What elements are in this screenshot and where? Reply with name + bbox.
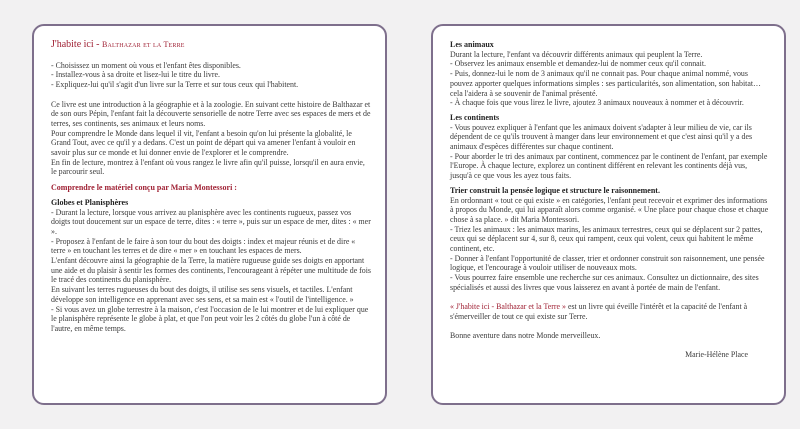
book-title-prefix: J'habite ici - bbox=[51, 39, 102, 50]
globes-heading: Globes et Planisphères bbox=[51, 197, 129, 207]
description-paragraph: En fin de lecture, montrez à l'enfant où vous rangez le livre afin qu'il puisse, lorsqu'il en aura envie, le parcourir seul. bbox=[51, 157, 365, 177]
closing-paragraph bbox=[450, 302, 770, 321]
continents-paragraph: - Vous pouvez expliquer à l'enfant que les animaux doivent s'adapter à leur milieu de vie, car ils dépendent de ce qu'ils trouvent à manger dans leur environnement et que c'est ainsi qu'il y a des animaux d'espèces différentes sur chaque continent. bbox=[450, 122, 753, 152]
sort-paragraph: - Donner à l'enfant l'opportunité de classer, trier et ordonner construit son raisonnement, une pensée logique, et l'encourage à vouloir utiliser de nouveaux mots. bbox=[450, 253, 765, 273]
globes-paragraph: En suivant les terres rugueuses du bout des doigts, il utilise ses sens visuels, et tactiles. L'enfant développe son intelligence en apprenant avec ses sens, et sa main est « l'outil de l'intelligence. » bbox=[51, 285, 354, 304]
animals-paragraph: Durant la lecture, l'enfant va découvrir différents animaux qui peuplent la Terre. bbox=[450, 49, 703, 59]
book-title-rest: Balthazar et la Terre bbox=[101, 40, 185, 49]
globes-paragraph: L'enfant découvre ainsi la géographie de la Terre, la matière rugueuse guide ses doigts en apportant une aide et du plaisir à sentir les formes des continents, l'encourageant à répéter une multitude de fois le tracé des continents du planisphère. bbox=[51, 256, 372, 285]
continents-heading: Les continents bbox=[450, 112, 500, 122]
book-title bbox=[51, 40, 371, 50]
sort-paragraph: En ordonnant « tout ce qui existe » en catégories, l'enfant peut recevoir et exprimer des informations à propos du Monde, qui lui apparaît alors comme organisé. « Une place pour chaque chose et chaque chose à sa place. » dit Maria Montessori. bbox=[450, 195, 769, 224]
globes-paragraph: - Durant la lecture, lorsque vous arrivez au planisphère avec les continents rugueux, passez vos doigts tout doucement sur un espace de terre, dites : « terre », puis sur un espace de mer, dites : « mer ». bbox=[51, 207, 371, 236]
sort-paragraph: - Triez les animaux : les animaux marins, les animaux terrestres, ceux qui se déplacent sur 2 pattes, ceux qui se déplacent sur 4, sur 8, ceux qui rampent, ceux qui volent, ceux qui habitent le même continent, etc. bbox=[450, 224, 763, 254]
animals-paragraph: - Puis, donnez-lui le nom de 3 animaux qu'il ne connait pas. Pour chaque animal nommé, vous pouvez apporter quelques informations simples : ses particularités, son alimentation, son habitat… cela l'aidera à se souvenir de l'animal présenté. bbox=[450, 69, 761, 98]
sort-paragraph: - Vous pourrez faire ensemble une recherche sur ces animaux. Consultez un dictionnaire, des sites spécialisés et aussi des livres que vous laisserez en avant à portée de main de l'enfant. bbox=[450, 273, 759, 292]
left-page bbox=[32, 24, 387, 405]
right-page bbox=[431, 24, 786, 405]
author-signature: Marie-Hélène Place bbox=[685, 350, 748, 360]
closing-text: est un livre qui éveille l'intérêt et la capacité de l'enfant à s'émerveiller de tout ce qui existe sur Terre. bbox=[450, 302, 748, 321]
sort-heading: Trier construit la pensée logique et structure le raisonnement. bbox=[450, 185, 660, 195]
description-paragraph: Ce livre est une introduction à la géographie et à la zoologie. En suivant cette histoire de Balthazar et de son ours Pépin, l'enfant fait la découverte sensorielle de notre Terre avec ses espaces de mers et de terres, ses continents, ses animaux et leurs noms. bbox=[51, 99, 371, 128]
intro-line: - Installez-vous à sa droite et lisez-lui le titre du livre. bbox=[51, 70, 220, 80]
animals-paragraph: - À chaque fois que vous lirez le livre, ajoutez 3 animaux nouveaux à nommer et à découvrir. bbox=[450, 98, 744, 108]
montessori-heading: Comprendre le matériel conçu par Maria Montessori : bbox=[51, 183, 237, 193]
continents-paragraph: - Pour aborder le tri des animaux par continent, commencez par le continent de l'enfant, par exemple l'Europe. À chaque lecture, explorez un continent différent en relevant les continents déjà vus, jusqu'à ce que vous les ayez tous faits. bbox=[450, 151, 768, 181]
globes-paragraph: - Si vous avez un globe terrestre à la maison, c'est l'occasion de le lui montrer et de lui expliquer que le planisphère représente le globe à plat, et que l'on peut voir les 2 côtés du globe l'un à côté de l'autre, en même temps. bbox=[51, 304, 369, 333]
animals-paragraph: - Observez les animaux ensemble et demandez-lui de nommer ceux qu'il connait. bbox=[450, 59, 707, 69]
farewell-line: Bonne aventure dans notre Monde merveilleux. bbox=[450, 331, 601, 341]
animals-heading: Les animaux bbox=[450, 40, 494, 49]
description-paragraph: Pour comprendre le Monde dans lequel il vit, l'enfant a besoin qu'on lui présente la globalité, le Grand Tout, avec ce qu'il y a dedans. C'est un point de départ qui va amener l'enfant à vouloir en savoir plus sur ce monde et lui donner envie de l'explorer et le comprendre. bbox=[51, 128, 356, 158]
globes-paragraph: - Proposez à l'enfant de le faire à son tour du bout des doigts : index et majeur réunis et de dire « terre » en touchant les terres et de dire « mer » en touchant les espaces de mers. bbox=[51, 236, 356, 256]
closing-book-title: « J'habite ici - Balthazar et la Terre » bbox=[450, 302, 566, 312]
intro-line: - Expliquez-lui qu'il s'agit d'un livre sur la Terre et sur tous ceux qui l'habitent. bbox=[51, 80, 299, 90]
intro-line: - Choisissez un moment où vous et l'enfant êtes disponibles. bbox=[51, 60, 241, 70]
